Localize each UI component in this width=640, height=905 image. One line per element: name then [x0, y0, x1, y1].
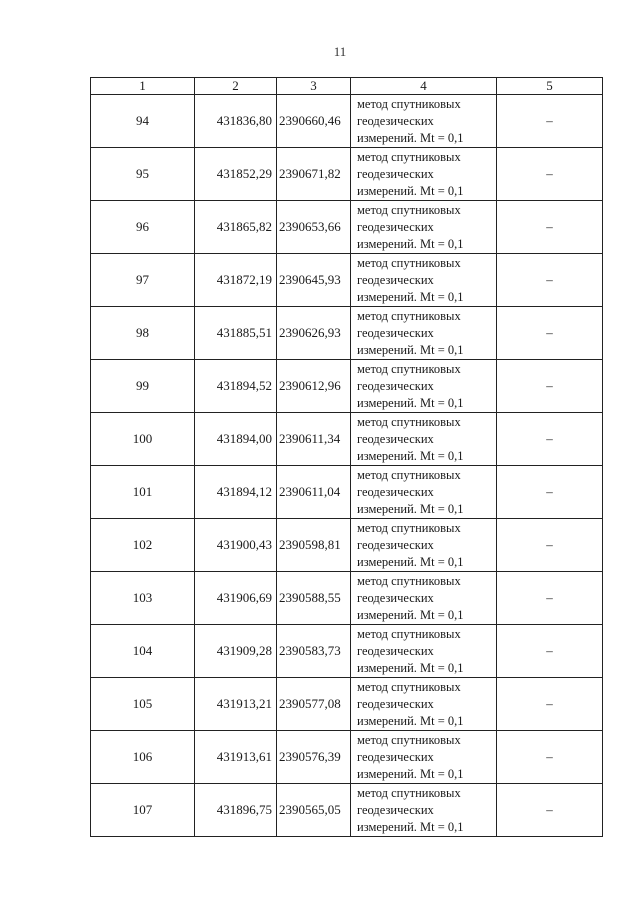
- method-line: измерений. Mt = 0,1: [357, 130, 464, 145]
- x-coordinate-cell: 431906,69: [195, 572, 277, 625]
- x-coordinate-cell: 431894,12: [195, 466, 277, 519]
- method-line: измерений. Mt = 0,1: [357, 289, 464, 304]
- table-row: [91, 678, 603, 731]
- method-line: геодезических: [357, 484, 434, 499]
- table-row: [91, 254, 603, 307]
- method-line: геодезических: [357, 431, 434, 446]
- method-cell: [351, 466, 497, 519]
- x-coordinate-cell: 431852,29: [195, 148, 277, 201]
- method-cell: [351, 201, 497, 254]
- point-number-cell: 107: [91, 784, 195, 837]
- method-line: измерений. Mt = 0,1: [357, 660, 464, 675]
- table-row: [91, 784, 603, 837]
- x-coordinate-cell: 431896,75: [195, 784, 277, 837]
- method-cell: [351, 254, 497, 307]
- method-line: метод спутниковых: [357, 414, 461, 429]
- note-cell: –: [497, 360, 603, 413]
- y-coordinate-cell: 2390583,73: [277, 625, 351, 678]
- note-cell: –: [497, 148, 603, 201]
- point-number-cell: 103: [91, 572, 195, 625]
- method-line: метод спутниковых: [357, 520, 461, 535]
- method-cell: [351, 148, 497, 201]
- method-line: геодезических: [357, 590, 434, 605]
- point-number-cell: 99: [91, 360, 195, 413]
- note-cell: –: [497, 519, 603, 572]
- method-line: геодезических: [357, 802, 434, 817]
- x-coordinate-cell: 431836,80: [195, 95, 277, 148]
- y-coordinate-cell: 2390626,93: [277, 307, 351, 360]
- method-line: измерений. Mt = 0,1: [357, 395, 464, 410]
- note-cell: –: [497, 625, 603, 678]
- coordinates-table: [90, 77, 603, 837]
- header-row: [91, 78, 603, 95]
- note-cell: –: [497, 572, 603, 625]
- method-cell: [351, 413, 497, 466]
- x-coordinate-cell: 431913,61: [195, 731, 277, 784]
- page-number: 11: [333, 44, 347, 59]
- header-col-1: 1: [91, 78, 195, 95]
- method-line: метод спутниковых: [357, 785, 461, 800]
- header-col-5: 5: [497, 78, 603, 95]
- method-line: измерений. Mt = 0,1: [357, 713, 464, 728]
- method-line: метод спутниковых: [357, 732, 461, 747]
- method-cell: [351, 678, 497, 731]
- method-line: геодезических: [357, 537, 434, 552]
- method-line: метод спутниковых: [357, 361, 461, 376]
- point-number-cell: 102: [91, 519, 195, 572]
- method-cell: [351, 360, 497, 413]
- table-row: [91, 360, 603, 413]
- method-line: метод спутниковых: [357, 626, 461, 641]
- x-coordinate-cell: 431885,51: [195, 307, 277, 360]
- table-row: [91, 466, 603, 519]
- method-line: метод спутниковых: [357, 255, 461, 270]
- header-col-2: 2: [195, 78, 277, 95]
- method-line: геодезических: [357, 113, 434, 128]
- method-line: метод спутниковых: [357, 467, 461, 482]
- point-number-cell: 96: [91, 201, 195, 254]
- method-cell: [351, 784, 497, 837]
- note-cell: –: [497, 784, 603, 837]
- point-number-cell: 98: [91, 307, 195, 360]
- x-coordinate-cell: 431872,19: [195, 254, 277, 307]
- x-coordinate-cell: 431865,82: [195, 201, 277, 254]
- method-cell: [351, 572, 497, 625]
- y-coordinate-cell: 2390671,82: [277, 148, 351, 201]
- table-row: [91, 519, 603, 572]
- method-cell: [351, 519, 497, 572]
- method-line: измерений. Mt = 0,1: [357, 236, 464, 251]
- method-line: геодезических: [357, 643, 434, 658]
- table-row: [91, 201, 603, 254]
- method-line: геодезических: [357, 166, 434, 181]
- y-coordinate-cell: 2390565,05: [277, 784, 351, 837]
- method-line: геодезических: [357, 378, 434, 393]
- method-line: измерений. Mt = 0,1: [357, 819, 464, 834]
- method-line: метод спутниковых: [357, 96, 461, 111]
- method-line: геодезических: [357, 272, 434, 287]
- point-number-cell: 95: [91, 148, 195, 201]
- point-number-cell: 94: [91, 95, 195, 148]
- x-coordinate-cell: 431909,28: [195, 625, 277, 678]
- point-number-cell: 100: [91, 413, 195, 466]
- table-row: [91, 307, 603, 360]
- x-coordinate-cell: 431894,52: [195, 360, 277, 413]
- note-cell: –: [497, 307, 603, 360]
- point-number-cell: 97: [91, 254, 195, 307]
- method-line: измерений. Mt = 0,1: [357, 766, 464, 781]
- method-line: метод спутниковых: [357, 573, 461, 588]
- y-coordinate-cell: 2390576,39: [277, 731, 351, 784]
- note-cell: –: [497, 678, 603, 731]
- table-body: [91, 95, 603, 837]
- y-coordinate-cell: 2390660,46: [277, 95, 351, 148]
- method-line: измерений. Mt = 0,1: [357, 501, 464, 516]
- method-line: геодезических: [357, 325, 434, 340]
- x-coordinate-cell: 431900,43: [195, 519, 277, 572]
- point-number-cell: 101: [91, 466, 195, 519]
- table-row: [91, 731, 603, 784]
- y-coordinate-cell: 2390577,08: [277, 678, 351, 731]
- y-coordinate-cell: 2390611,04: [277, 466, 351, 519]
- method-cell: [351, 307, 497, 360]
- note-cell: –: [497, 466, 603, 519]
- table-row: [91, 413, 603, 466]
- method-line: измерений. Mt = 0,1: [357, 342, 464, 357]
- method-line: метод спутниковых: [357, 308, 461, 323]
- method-line: измерений. Mt = 0,1: [357, 554, 464, 569]
- y-coordinate-cell: 2390645,93: [277, 254, 351, 307]
- header-col-3: 3: [277, 78, 351, 95]
- method-cell: [351, 731, 497, 784]
- y-coordinate-cell: 2390588,55: [277, 572, 351, 625]
- method-line: метод спутниковых: [357, 202, 461, 217]
- point-number-cell: 105: [91, 678, 195, 731]
- note-cell: –: [497, 201, 603, 254]
- y-coordinate-cell: 2390598,81: [277, 519, 351, 572]
- y-coordinate-cell: 2390612,96: [277, 360, 351, 413]
- method-line: измерений. Mt = 0,1: [357, 183, 464, 198]
- table-row: [91, 572, 603, 625]
- method-line: измерений. Mt = 0,1: [357, 607, 464, 622]
- note-cell: –: [497, 731, 603, 784]
- table-row: [91, 95, 603, 148]
- y-coordinate-cell: 2390611,34: [277, 413, 351, 466]
- table-row: [91, 625, 603, 678]
- note-cell: –: [497, 254, 603, 307]
- x-coordinate-cell: 431913,21: [195, 678, 277, 731]
- note-cell: –: [497, 95, 603, 148]
- table-header: [91, 78, 603, 95]
- method-line: измерений. Mt = 0,1: [357, 448, 464, 463]
- method-line: геодезических: [357, 749, 434, 764]
- table-row: [91, 148, 603, 201]
- note-cell: –: [497, 413, 603, 466]
- method-line: метод спутниковых: [357, 149, 461, 164]
- method-line: геодезических: [357, 219, 434, 234]
- header-col-4: 4: [351, 78, 497, 95]
- point-number-cell: 104: [91, 625, 195, 678]
- method-cell: [351, 95, 497, 148]
- x-coordinate-cell: 431894,00: [195, 413, 277, 466]
- method-cell: [351, 625, 497, 678]
- y-coordinate-cell: 2390653,66: [277, 201, 351, 254]
- point-number-cell: 106: [91, 731, 195, 784]
- method-line: геодезических: [357, 696, 434, 711]
- method-line: метод спутниковых: [357, 679, 461, 694]
